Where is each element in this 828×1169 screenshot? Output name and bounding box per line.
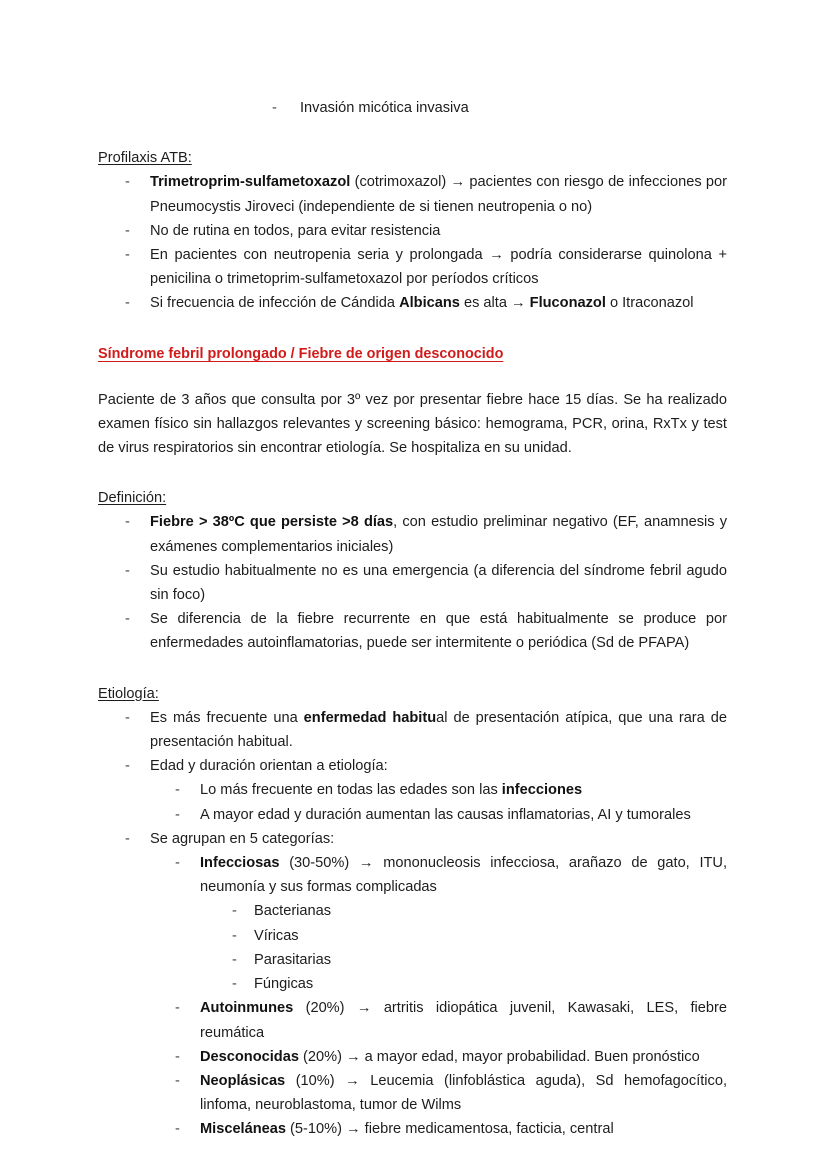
list-item-label: No de rutina en todos, para evitar resistencia (150, 222, 441, 239)
list-item (98, 778, 727, 802)
bold-term: enfermedad habitu (303, 709, 437, 726)
bullet-dash: - (175, 1000, 180, 1017)
category-description: mononucleosis infecciosa, arañazo de gato, ITU, neumonía y sus formas complicadas (200, 855, 728, 896)
category-name: Misceláneas (200, 1121, 286, 1138)
section-heading-profilaxis: Profilaxis ATB: (98, 150, 192, 167)
list-item (98, 607, 727, 655)
list-item-label (150, 510, 727, 558)
category-percentage: (30-50%) → (279, 855, 384, 872)
category-name: Infecciosas (200, 855, 280, 872)
list-item-pre: Es más frecuente una (150, 709, 304, 726)
bullet-dash: - (175, 1121, 180, 1138)
bullet-dash: - (125, 247, 130, 264)
bullet-dash: - (125, 514, 130, 531)
bullet-dash: - (175, 855, 180, 872)
list-item (98, 96, 727, 120)
list-item-rest: Si frecuencia de infección de Cándida (150, 295, 400, 312)
bullet-dash: - (125, 174, 130, 191)
bold-term: Albicans (399, 295, 460, 312)
category-name: Desconocidas (200, 1048, 299, 1065)
bullet-dash: - (232, 951, 237, 968)
spacer (98, 120, 727, 146)
section-heading-sindrome-febril: Síndrome febril prolongado / Fiebre de origen desconocido (98, 345, 504, 362)
list-item (98, 510, 727, 558)
list-item-label: Su estudio habitualmente no es una emergencia (a diferencia del síndrome febril agudo sin foco) (150, 562, 727, 604)
list-item-label: Fúngicas (254, 976, 314, 993)
category-percentage: (20%) → (293, 1000, 384, 1017)
category-description: Leucemia (linfoblástica aguda), Sd hemofagocítico, linfoma, neuroblastoma, tumor de Wilms (200, 1072, 728, 1114)
category-label (200, 851, 727, 899)
category-name: Neoplásicas (200, 1072, 286, 1089)
list-item (98, 827, 727, 851)
category-name: Autoinmunes (200, 1000, 294, 1017)
category-label (200, 1069, 727, 1117)
category-label (200, 1117, 727, 1141)
bullet-dash: - (125, 222, 130, 239)
bullet-dash: - (175, 1072, 180, 1089)
spacer (98, 656, 727, 682)
list-item-label: Invasión micótica invasiva (300, 100, 469, 116)
list-item (98, 219, 727, 243)
case-paragraph: Paciente de 3 años que consulta por 3º vez por presentar fiebre hace 15 días. Se ha realizado examen físico sin hallazgos relevantes y screening básico: hemograma, PCR, orina, RxTx y test de virus respiratorios sin encontrar etiología. Se hospitaliza en su unidad. (98, 391, 727, 457)
bullet-dash: - (232, 927, 237, 944)
list-item (98, 291, 727, 315)
list-item-label: Parasitarias (254, 951, 332, 968)
section-heading-etiologia: Etiología: (98, 685, 159, 702)
list-item-label: A mayor edad y duración aumentan las causas inflamatorias, AI y tumorales (200, 806, 691, 823)
list-item (98, 948, 727, 972)
category-item-neoplasicas (98, 1069, 727, 1117)
list-item (98, 899, 727, 923)
list-item-label (150, 706, 727, 754)
list-item (98, 243, 727, 291)
spacer (98, 460, 727, 486)
category-item-miscelaneas (98, 1117, 727, 1141)
bullet-dash: - (125, 709, 130, 726)
spacer (98, 366, 727, 388)
category-description: artritis idiopática juvenil, Kawasaki, LES, fiebre reumática (200, 1000, 728, 1041)
bullet-dash: - (232, 976, 237, 993)
list-item-rest: (cotrimoxazol) → pacientes con riesgo de infecciones por Pneumocystis Jiroveci (independiente de si tienen neutropenia o no) (150, 174, 727, 215)
list-item (98, 706, 727, 754)
bullet-dash: - (125, 562, 130, 579)
list-item-post: al de presentación atípica, que una rara de presentación habitual. (150, 709, 727, 751)
bold-term: Fluconazol (529, 295, 606, 312)
bold-term: Trimetroprim-sulfametoxazol (150, 174, 351, 191)
bullet-dash: - (125, 830, 130, 847)
bullet-dash: - (175, 806, 180, 823)
category-item-autoinmunes (98, 996, 727, 1044)
section-heading-definicion: Definición: (98, 490, 167, 507)
list-item-label (200, 778, 727, 802)
category-item-desconocidas (98, 1045, 727, 1069)
bullet-dash: - (175, 782, 180, 799)
spacer (98, 316, 727, 342)
bullet-dash: - (232, 903, 237, 920)
list-item-label (150, 170, 727, 218)
list-item (98, 972, 727, 996)
category-percentage: (5-10%) → (286, 1121, 365, 1138)
list-item-pre: Lo más frecuente en todas las edades son las (200, 782, 502, 799)
list-item-label: Se diferencia de la fiebre recurrente en que está habitualmente se produce por enfermedades autoinflamatorias, puede ser intermitente o periódica (Sd de PFAPA) (150, 611, 727, 652)
bullet-dash: - (125, 611, 130, 628)
list-item (98, 803, 727, 827)
bullet-dash: - (175, 1048, 180, 1065)
list-item-label (150, 291, 727, 315)
bullet-dash: - (125, 295, 130, 312)
category-description: a mayor edad, mayor probabilidad. Buen pronóstico (364, 1048, 700, 1065)
list-item (98, 559, 727, 607)
list-item-label: Se agrupan en 5 categorías: (150, 830, 335, 847)
list-item (98, 170, 727, 218)
bold-term: infecciones (501, 782, 583, 799)
bold-term: Fiebre > 38ºC que persiste >8 días (150, 514, 394, 531)
list-item (98, 924, 727, 948)
category-percentage: (20%) → (298, 1048, 365, 1065)
category-percentage: (10%) → (285, 1072, 371, 1089)
list-item (98, 754, 727, 778)
list-item-label: Edad y duración orientan a etiología: (150, 758, 388, 775)
list-item-rest: , con estudio preliminar negativo (EF, anamnesis y exámenes complementarios iniciales) (150, 514, 727, 555)
list-item-label: En pacientes con neutropenia seria y prolongada → podría considerarse quinolona + penicilina o trimetoprim-sulfametoxazol por períodos críticos (150, 247, 727, 288)
category-item-infecciosas (98, 851, 727, 899)
list-item-label: Bacterianas (254, 903, 332, 920)
category-label (200, 1045, 727, 1069)
list-item-label: Víricas (254, 927, 299, 944)
list-item-rest-2: es alta → (459, 295, 530, 312)
category-label (200, 996, 727, 1044)
list-item-rest-3: o Itraconazol (605, 295, 694, 312)
bullet-dash: - (125, 758, 130, 775)
bullet-dash: - (272, 100, 277, 116)
category-description: fiebre medicamentosa, facticia, central (364, 1121, 614, 1138)
document-body (98, 96, 727, 1142)
